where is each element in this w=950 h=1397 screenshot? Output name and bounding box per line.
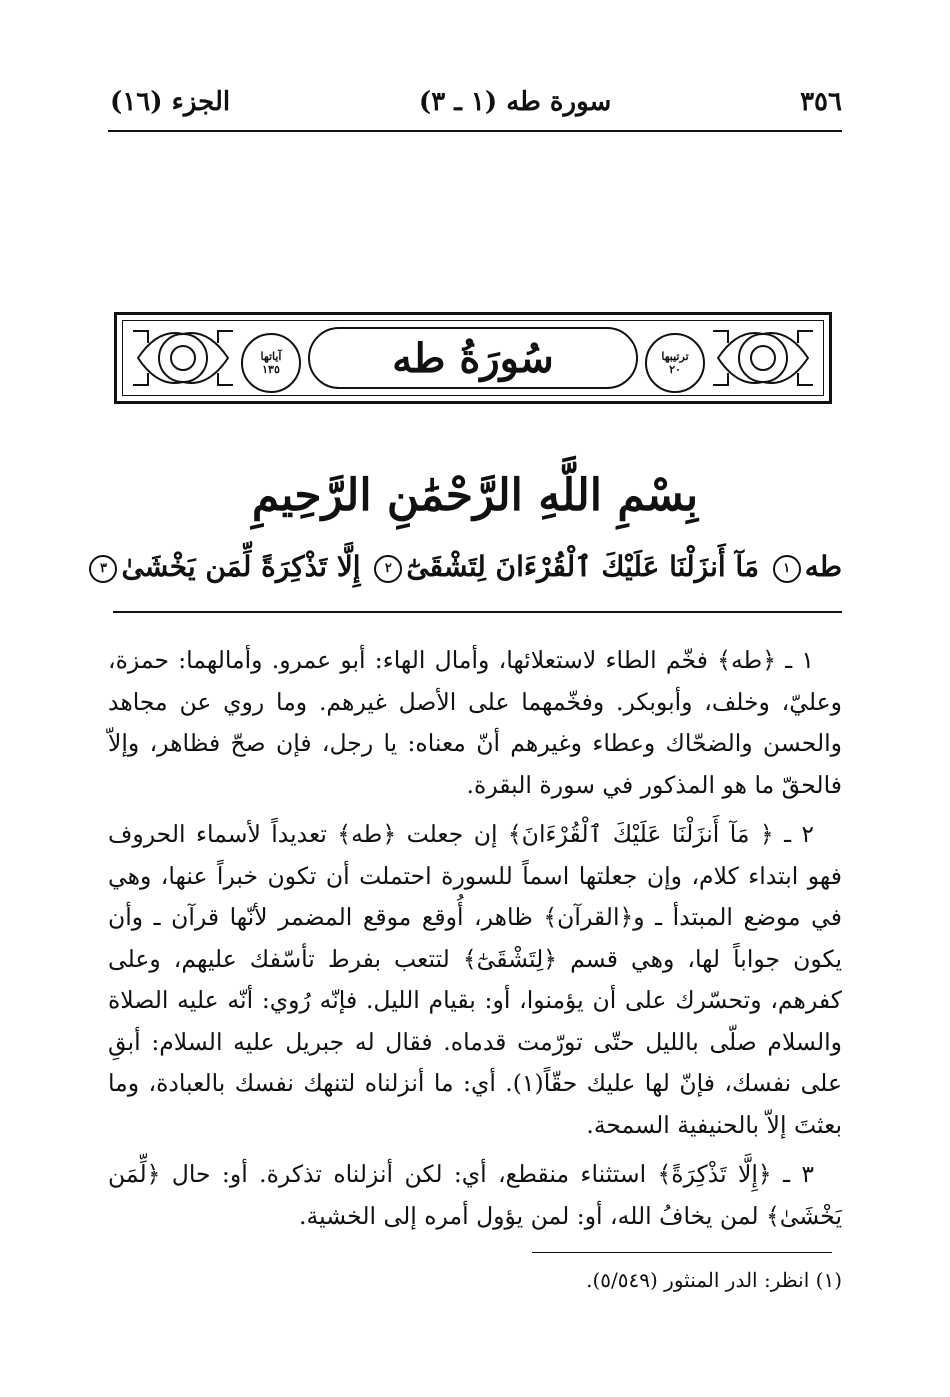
commentary-paragraph-3: ٣ ـ ﴿إِلَّا تَذْكِرَةً﴾ استثناء منقطع، أي: لكن أنزلناه تذكرة. أو: حال ﴿لِّمَن يَخْشَىٰ﴾ لمن يخافُ الله، أو: لمن يؤول أمره إلى الخشية.: [108, 1160, 842, 1230]
order-medallion: [645, 333, 705, 393]
ayat-value: ١٣٥: [262, 363, 280, 376]
banner-inner-frame: [122, 320, 824, 396]
commentary-body: [108, 640, 842, 1245]
basmala: بِسْمِ اللَّهِ الرَّحْمَٰنِ الرَّحِيمِ: [251, 470, 699, 521]
verse-1: [769, 550, 842, 583]
arabesque-ornament-icon: [703, 321, 823, 395]
verse-number-marker: ٢: [374, 555, 402, 583]
verse-2: [370, 550, 759, 583]
title-cartouche: [308, 327, 638, 389]
verse-text: طه: [804, 550, 842, 583]
verse-rule: [113, 611, 842, 613]
page-number: ٣٥٦: [800, 87, 842, 117]
footnote: (١) انظر: الدر المنثور (٥/٥٤٩).: [586, 1268, 842, 1292]
ayat-label: آياتها: [260, 350, 282, 363]
order-value: ٢٠: [669, 363, 681, 376]
header-rule: [108, 130, 842, 132]
verse-text: إِلَّا تَذْكِرَةً لِّمَن يَخْشَىٰ: [121, 550, 361, 583]
juz-label: الجزء (١٦): [110, 87, 231, 117]
commentary-paragraph-2: ٢ ـ ﴿ مَآ أَنزَلْنَا عَلَيْكَ ٱلْقُرْءَانَ﴾ إن جعلت ﴿طه﴾ تعديداً لأسماء الحروف فهو ابتداء كلام، وإن جعلتها اسماً للسورة احتملت أن تكون خبراً عنها، وهي في موضع المبتدأ ـ و﴿القرآن﴾ ظاهر، أُوقع موقع المضمر لأنّها قرآن ـ وأن يكون جواباً لها، وهي قسم ﴿لِتَشْقَىٰٓ﴾ لتتعب بفرط تأسّفك عليهم، وعلى كفرهم، وتحسّرك على أن يؤمنوا، أو: بقيام الليل. فإنّه رُوي: أنّه عليه الصلاة والسلام صلّى بالليل حتّى تورّمت قدماه. فقال له جبريل عليه السلام: أبقِ على نفسك، فإنّ لها عليك حقّاً(١). أي: ما أنزلناه لتنهك نفسك بالعبادة، وما بعثتَ إلاّ بالحنيفية السمحة.: [108, 820, 842, 1139]
surah-title: سُورَةُ طه: [392, 334, 554, 382]
footnote-rule: [532, 1252, 832, 1253]
arabesque-ornament-icon: [123, 321, 243, 395]
surah-range: سورة طه (١ ـ ٣): [418, 87, 612, 117]
quran-verses: [99, 550, 842, 600]
verse-text: مَآ أَنزَلْنَا عَلَيْكَ ٱلْقُرْءَانَ لِتَشْقَىٰٓ: [406, 550, 759, 583]
commentary-paragraph-1: ١ ـ ﴿طه﴾ فخّم الطاء لاستعلائها، وأمال الهاء: أبو عمرو. وأمالهما: حمزة، وعليّ، وخلف، وأبوبكر. وفخّمهما على الأصل غيرهم. وما روي عن مجاهد والحسن والضحّاك وعطاء وغيرهم أنّ معناه: يا رجل، فإن صحّ فظاهر، وإلاّ فالحقّ ما هو المذكور في سورة البقرة.: [108, 646, 842, 799]
running-header: [110, 80, 842, 124]
verse-number-marker: ٣: [89, 555, 117, 583]
surah-banner: [114, 312, 832, 404]
verse-3: [85, 550, 360, 583]
ayat-count-medallion: [241, 333, 301, 393]
order-label: ترتيبها: [661, 350, 689, 363]
verse-number-marker: ١: [773, 555, 801, 583]
